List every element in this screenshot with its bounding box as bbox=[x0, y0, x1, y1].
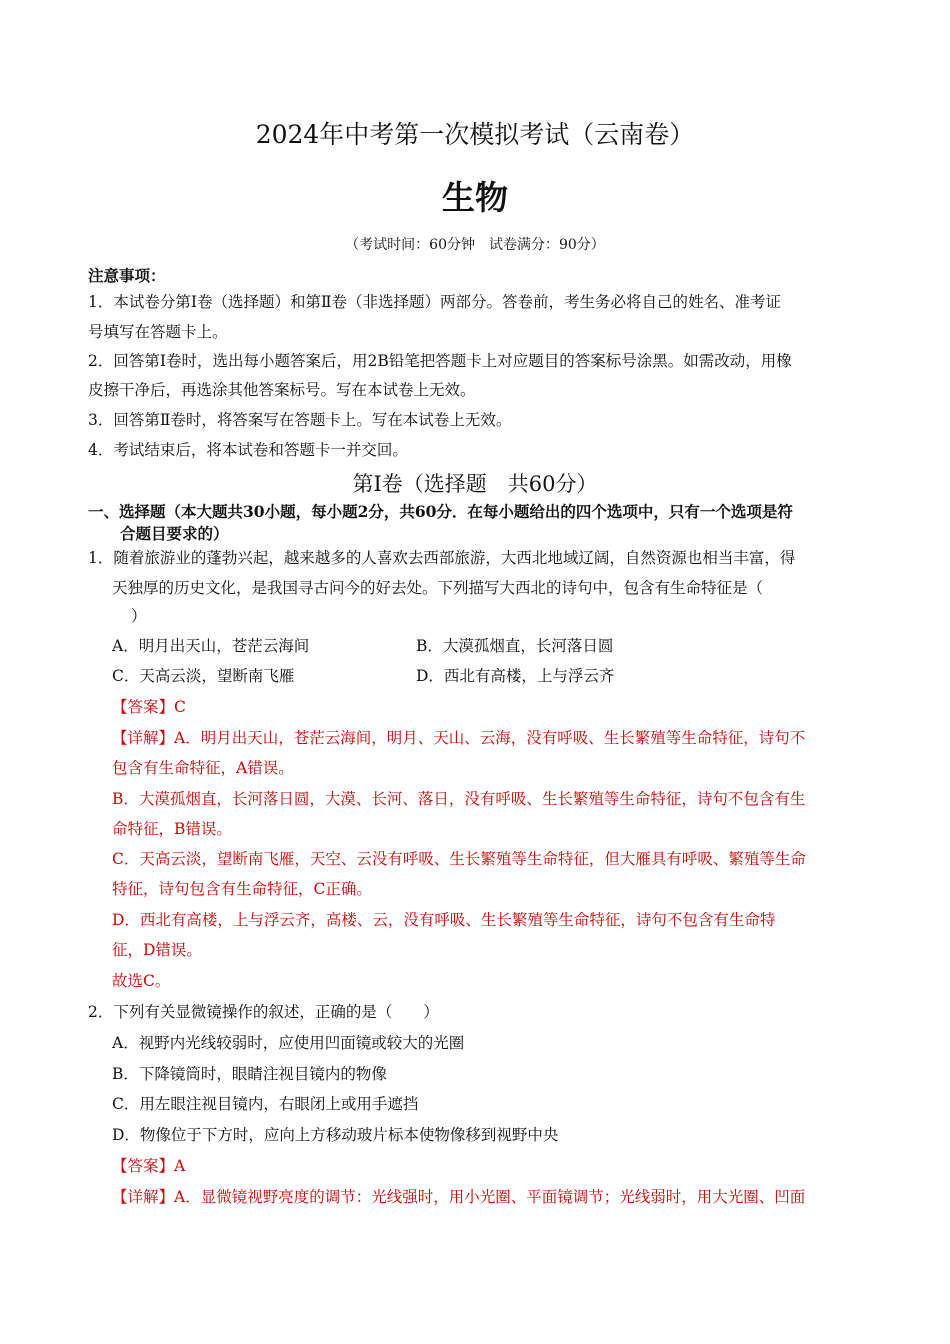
notice-item-4: 4．考试结束后，将本试卷和答题卡一并交回。 bbox=[88, 441, 408, 459]
q2-option-b: B．下降镜筒时，眼睛注视目镜内的物像 bbox=[112, 1065, 387, 1083]
q1-explanation-a: 【详解】A．明月出天山，苍茫云海间，明月、天山、云海，没有呼吸、生长繁殖等生命特征，诗句不 bbox=[112, 729, 806, 747]
subject-title: 生物 bbox=[442, 178, 508, 217]
q1-explanation-d: D．西北有高楼，上与浮云齐，高楼、云，没有呼吸、生长繁殖等生命特征，诗句不包含有生命特 bbox=[112, 911, 776, 929]
q1-explanation-c-cont: 特征，诗句包含有生命特征，C正确。 bbox=[112, 880, 372, 898]
q1-explanation-c: C．天高云淡，望断南飞雁，天空、云没有呼吸、生长繁殖等生命特征，但大雁具有呼吸、繁殖等生命 bbox=[112, 850, 806, 868]
q1-explanation-d-cont: 征，D错误。 bbox=[112, 941, 202, 959]
q1-stem-bracket: ） bbox=[131, 607, 147, 625]
section-instructions: 一、选择题（本大题共30小题，每小题2分，共60分．在每小题给出的四个选项中，只有一个选项是符 bbox=[88, 502, 793, 521]
q1-explanation-b-cont: 命特征，B错误。 bbox=[112, 820, 232, 838]
section-title: 第Ⅰ卷（选择题 共60分） bbox=[352, 472, 598, 496]
q1-stem-cont: 天独厚的历史文化，是我国寻古问今的好去处。下列描写大西北的诗句中，包含有生命特征是（ bbox=[112, 579, 764, 597]
q1-option-b: B．大漠孤烟直，长河落日圆 bbox=[416, 637, 614, 655]
notice-item-2-cont: 皮擦干净后，再选涂其他答案标号。写在本试卷上无效。 bbox=[88, 381, 476, 399]
notice-heading: 注意事项： bbox=[88, 266, 166, 285]
q2-option-c: C．用左眼注视目镜内，右眼闭上或用手遮挡 bbox=[112, 1095, 419, 1113]
q1-stem: 1．随着旅游业的蓬勃兴起，越来越多的人喜欢去西部旅游，大西北地域辽阔，自然资源也相当丰富，得 bbox=[88, 549, 796, 567]
notice-item-3: 3．回答第Ⅱ卷时，将答案写在答题卡上。写在本试卷上无效。 bbox=[88, 411, 512, 429]
q1-explanation-a-cont: 包含有生命特征，A错误。 bbox=[112, 759, 294, 777]
q1-conclusion: 故选C。 bbox=[112, 972, 171, 990]
q1-option-d: D．西北有高楼，上与浮云齐 bbox=[416, 667, 615, 685]
q2-option-a: A．视野内光线较弱时，应使用凹面镜或较大的光圈 bbox=[112, 1034, 465, 1052]
exam-title: 2024年中考第一次模拟考试（云南卷） bbox=[255, 120, 695, 149]
q1-answer: 【答案】C bbox=[112, 698, 186, 716]
q1-explanation-b: B．大漠孤烟直，长河落日圆，大漠、长河、落日，没有呼吸、生长繁殖等生命特征，诗句不包含有生 bbox=[112, 790, 806, 808]
q2-answer: 【答案】A bbox=[112, 1157, 186, 1175]
notice-item-1-cont: 号填写在答题卡上。 bbox=[88, 323, 228, 341]
section-instructions-cont: 合题目要求的） bbox=[120, 524, 229, 543]
q1-option-c: C．天高云淡，望断南飞雁 bbox=[112, 667, 295, 685]
exam-info: （考试时间：60分钟 试卷满分：90分） bbox=[345, 237, 605, 253]
q2-explanation-a: 【详解】A．显微镜视野亮度的调节：光线强时，用小光圈、平面镜调节；光线弱时，用大光圈、凹面 bbox=[112, 1188, 806, 1206]
q1-option-a: A．明月出天山，苍茫云海间 bbox=[112, 637, 310, 655]
q2-option-d: D．物像位于下方时，应向上方移动玻片标本使物像移到视野中央 bbox=[112, 1126, 559, 1144]
notice-item-1: 1．本试卷分第Ⅰ卷（选择题）和第Ⅱ卷（非选择题）两部分。答卷前，考生务必将自己的姓名、准考证 bbox=[88, 293, 782, 311]
q2-stem: 2．下列有关显微镜操作的叙述，正确的是（ ） bbox=[88, 1003, 439, 1021]
notice-item-2: 2．回答第Ⅰ卷时，选出每小题答案后，用2B铅笔把答题卡上对应题目的答案标号涂黑。如需改动，用橡 bbox=[88, 352, 792, 370]
